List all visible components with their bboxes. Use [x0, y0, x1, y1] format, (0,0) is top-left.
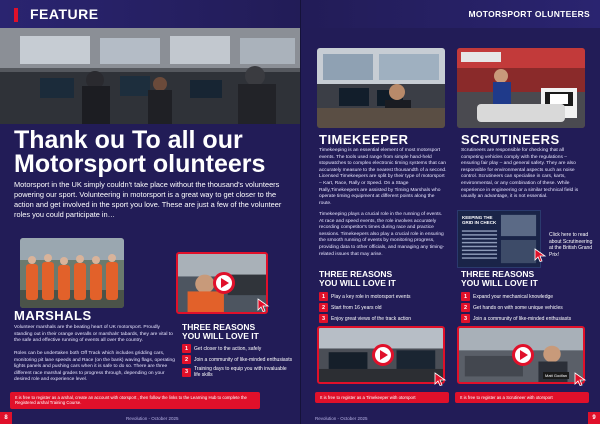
reason-text: Get closer to the action, safely [194, 345, 262, 352]
bullet-number-2: 2 [461, 303, 470, 312]
timekeeper-reasons-title-line-1: THREE REASONS [319, 269, 393, 279]
right-page [300, 0, 600, 424]
scrutineers-reason-3 [461, 314, 589, 323]
left-footer: Revolution - October 2025 [126, 416, 179, 421]
scrutineers-photo [457, 48, 585, 128]
bullet-number-2: 2 [182, 355, 191, 364]
scrutineering-article-link-text[interactable]: Click here to read about Scrutineering at the British Grand Prix! [549, 232, 593, 258]
marshals-body-2: Roles can be undertaken both Off Track which includes gridding cars, monitoring pit lane speeds and Race (on the bank) waving flags, operating lights panels and pushing cars when it is safe to do so. There are three different race marshal grades to progress through, depending on your desired role and experience level. [14, 351, 175, 383]
hero-photo-control-room [0, 28, 300, 124]
timekeeper-reason-3 [319, 314, 447, 323]
reason-text: Training days to equip you with invaluable life skills [194, 366, 287, 378]
scrutineers-reason-2 [461, 303, 589, 312]
timekeeper-reasons-title-line-2: YOU WILL LOVE IT [319, 278, 396, 288]
marshals-reasons-title-line-2: YOU WILL LOVE IT [182, 331, 259, 341]
timekeeper-reasons-title [319, 270, 396, 288]
bullet-number-1: 1 [182, 344, 191, 353]
article-page-graphic [458, 211, 540, 267]
marshals-title: MARSHALS [14, 308, 92, 323]
page-number-right: 9 [588, 412, 600, 424]
scrutineers-reasons-title [461, 270, 538, 288]
video-caption: Matt Godfan [545, 373, 568, 378]
section-banner [300, 0, 600, 28]
page-number-left: 8 [0, 412, 12, 424]
play-icon[interactable] [213, 272, 235, 294]
scrutineers-title: SCRUTINEERS [461, 132, 560, 147]
marshals-register-cta[interactable]: It is free to register as a arshal, create an account with otorsport , then follow the links to the Learning Hub to complete the Registered arshal Training Course. [10, 392, 260, 409]
section-label: MOTORSPORT OLUNTEERS [468, 9, 590, 19]
intro-paragraph: Motorsport in the UK simply couldn't take place without the thousand's volunteers powering our sport. Volunteering in motorsport is a great way to get closer to the action and get involved in the sport you love. These are just a few of the volunteer roles you could participate in… [14, 180, 282, 219]
marshals-reason-1 [182, 344, 294, 353]
play-icon[interactable] [512, 344, 534, 366]
pointer-cursor-icon [573, 372, 587, 386]
scrutineers-reasons-title-line-1: THREE REASONS [461, 269, 535, 279]
reason-text: Start from 16 years old [331, 304, 382, 311]
right-footer: Revolution - October 2025 [315, 416, 368, 421]
marshals-body-1: Volunteer marshals are the beating heart of UK motorsport. Proudly standing out in their orange overalls or marshals' tabards, they are vital to the safe and effective running of events all over the country. [14, 325, 173, 344]
hero-title [14, 128, 300, 176]
feature-banner [0, 0, 300, 28]
scrutineers-body: Scrutineers are responsible for checking that all competing vehicles comply with the regulations – ensuring fair play – and general safety. They are also responsible for environmental aspects such as noise control. Scrutineers can specialise in cars, karts, environmental, or any combination of these. While experience in engineering or a similar technical field is usually an advantage, it is not essential. [461, 148, 579, 200]
reason-text: Join a community of like-minded enthusiasts [194, 356, 293, 363]
feature-label: FEATURE [30, 6, 99, 22]
timekeeper-body-2: Timekeeping plays a crucial role in the running of events. At race and speed events, the role involves accurately recording competitor's times during race and practice sessions. Timekeepers also play a crucial role in ensuring the smooth running of events by monitoring progress, providing data to other officials, and managing any timing-related issues that may arise. [319, 212, 445, 257]
pointer-cursor-icon [433, 372, 447, 386]
hero-title-line-2: Motorsport olunteers [14, 150, 266, 178]
reason-text: Join a community of like-minded enthusiasts [473, 315, 572, 322]
scrutineering-article-thumbnail[interactable] [457, 210, 541, 268]
marshals-reason-3 [182, 366, 294, 378]
reason-text: Get hands on with some unique vehicles [473, 304, 563, 311]
scrutineer-register-cta[interactable]: It is free to register as a Scrutineer with otorsport [455, 392, 589, 403]
timekeeper-register-cta[interactable]: It is free to register as a Timekeeper with otorsport [315, 392, 449, 403]
timekeeper-photo [317, 48, 445, 128]
feature-accent-bar [14, 8, 18, 22]
pointer-cursor-icon [533, 248, 547, 262]
timekeeper-reason-1 [319, 292, 447, 301]
bullet-number-3: 3 [182, 368, 191, 377]
marshals-video[interactable] [176, 252, 268, 314]
bullet-number-3: 3 [319, 314, 328, 323]
marshals-reasons-title-line-1: THREE REASONS [182, 322, 256, 332]
timekeeper-body-1: Timekeeping is an essential element of most motorsport events. The tools used range from simple hand-held stopwatches to complex electronic timing systems that can accurately measure to the nearest thousandth of a second. Licensed Timekeepers are split by their type of motorsport – Kart, Race, Rally or Speed. On a Stage Rally,Timekeepers are assisted by Timing Marshals who operate timing equipment at different points along the route. [319, 148, 447, 206]
bullet-number-1: 1 [319, 292, 328, 301]
scrutineers-video[interactable] [457, 326, 585, 384]
timekeeper-video[interactable] [317, 326, 445, 384]
reason-text: Expand your mechanical knowledge [473, 293, 554, 300]
reason-text: Play a key role in motorsport events [331, 293, 411, 300]
timekeeper-reason-2 [319, 303, 447, 312]
marshals-reason-2 [182, 355, 294, 364]
pointer-cursor-icon [256, 298, 270, 312]
hero-title-line-1: Thank ou To all our [14, 126, 243, 154]
article-heading: KEEPING THE GRID IN CHECK [462, 215, 497, 225]
timekeeper-title: TIMEKEEPER [319, 132, 409, 147]
reason-text: Enjoy great views of the track action [331, 315, 412, 322]
bullet-number-2: 2 [319, 303, 328, 312]
scrutineers-reasons-title-line-2: YOU WILL LOVE IT [461, 278, 538, 288]
bullet-number-1: 1 [461, 292, 470, 301]
marshals-photo [20, 238, 124, 308]
bullet-number-3: 3 [461, 314, 470, 323]
play-icon[interactable] [372, 344, 394, 366]
marshals-reasons-title [182, 323, 259, 341]
scrutineers-reason-1 [461, 292, 589, 301]
